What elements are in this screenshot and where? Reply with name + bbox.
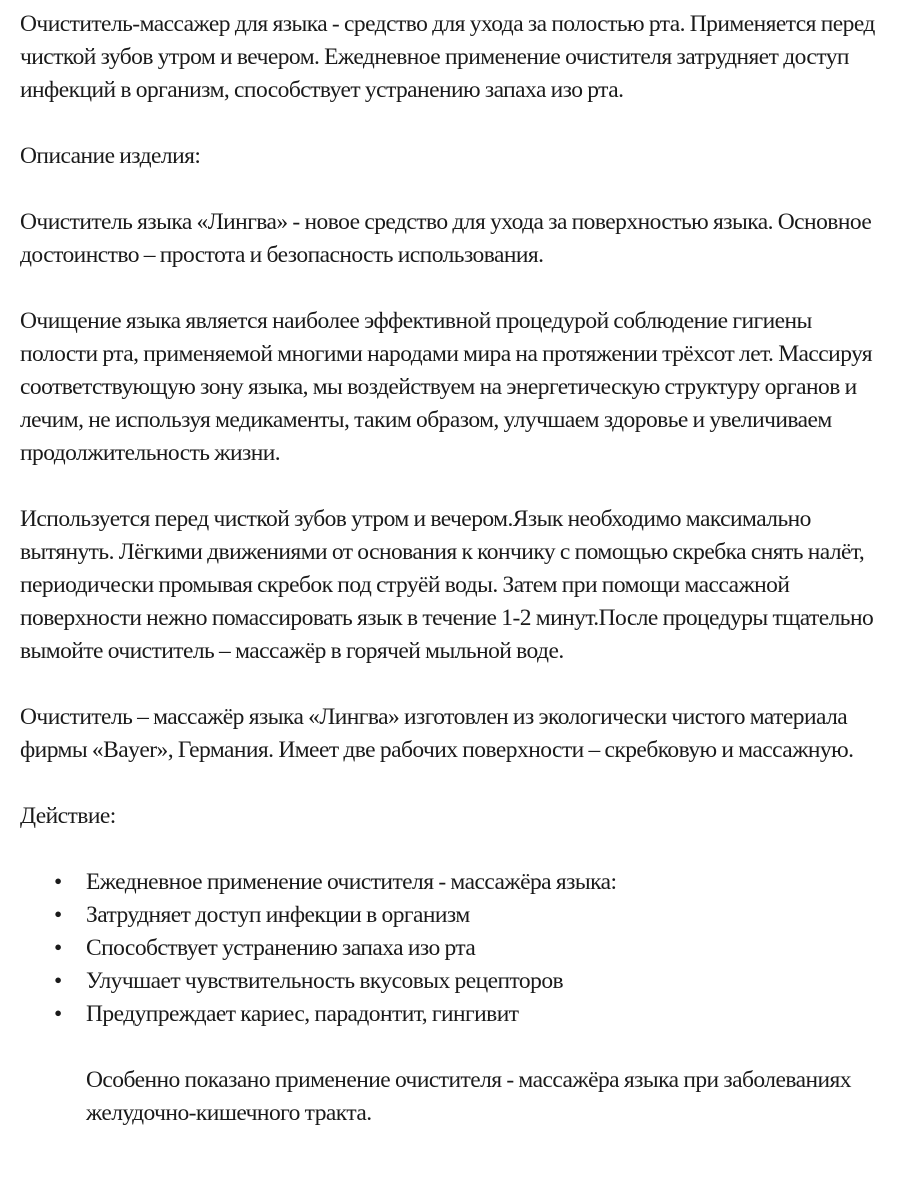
usage-line: Используется перед чисткой зубов утром и вечером.Язык необходимо максимально	[20, 506, 811, 532]
cleaning-line: Очищение языка является наиболее эффективной процедурой соблюдение гигиены	[20, 308, 812, 334]
list-item	[20, 965, 872, 998]
list-item	[20, 932, 872, 965]
list-item	[20, 998, 872, 1031]
list-item-text: Способствует устранению запаха изо рта	[86, 935, 476, 961]
cleaning-line: соответствующую зону языка, мы воздействуем на энергетическую структуру органов и	[20, 374, 857, 400]
list-item	[20, 899, 872, 932]
cleaning-line: полости рта, применяемой многими народами мира на протяжении трёхсот лет. Массируя	[20, 341, 872, 367]
note-paragraph	[20, 1064, 872, 1130]
list-item-text: Предупреждает кариес, парадонтит, гингивит	[86, 1001, 519, 1027]
action-list	[20, 866, 872, 1031]
cleaning-line: продолжительность жизни.	[20, 440, 281, 466]
intro-line: Очиститель-массажер для языка - средство для ухода за полостью рта. Применяется перед	[20, 11, 875, 37]
usage-paragraph	[20, 503, 872, 668]
material-line: Очиститель – массажёр языка «Лингва» изготовлен из экологически чистого материала	[20, 704, 848, 730]
cleaning-paragraph	[20, 305, 872, 470]
usage-line: вымойте очиститель – массажёр в горячей мыльной воде.	[20, 638, 564, 664]
list-item-text: Ежедневное применение очистителя - массажёра языка:	[86, 869, 617, 895]
list-item	[20, 866, 872, 899]
intro-line: чисткой зубов утром и вечером. Ежедневное применение очистителя затрудняет доступ	[20, 44, 849, 70]
bullet-icon: •	[54, 935, 62, 961]
intro-paragraph	[20, 8, 875, 107]
usage-line: вытянуть. Лёгкими движениями от основания к кончику с помощью скребка снять налёт,	[20, 539, 865, 565]
usage-line: периодически промывая скребок под струёй воды. Затем при помощи массажной	[20, 572, 790, 598]
list-item-text: Затрудняет доступ инфекции в организм	[86, 902, 470, 928]
bullet-icon: •	[54, 1001, 62, 1027]
lingva-line: Очиститель языка «Лингва» - новое средство для ухода за поверхностью языка. Основное	[20, 209, 872, 235]
list-item-text: Улучшает чувствительность вкусовых рецепторов	[86, 968, 564, 994]
bullet-icon: •	[54, 968, 62, 994]
bullet-icon: •	[54, 869, 62, 895]
material-paragraph	[20, 701, 872, 767]
note-line: желудочно-кишечного тракта.	[86, 1100, 372, 1126]
intro-line: инфекций в организм, способствует устранению запаха изо рта.	[20, 77, 624, 103]
lingva-paragraph	[20, 206, 872, 272]
material-line: фирмы «Bayer», Германия. Имеет две рабочих поверхности – скребковую и массажную.	[20, 737, 854, 763]
lingva-line: достоинство – простота и безопасность использования.	[20, 242, 544, 268]
note-line: Особенно показано применение очистителя - массажёра языка при заболеваниях	[86, 1067, 851, 1093]
usage-line: поверхности нежно помассировать язык в течение 1-2 минут.После процедуры тщательно	[20, 605, 874, 631]
description-heading: Описание изделия:	[20, 143, 201, 169]
cleaning-line: лечим, не используя медикаменты, таким образом, улучшаем здоровье и увеличиваем	[20, 407, 832, 433]
action-heading: Действие:	[20, 803, 116, 829]
bullet-icon: •	[54, 902, 62, 928]
